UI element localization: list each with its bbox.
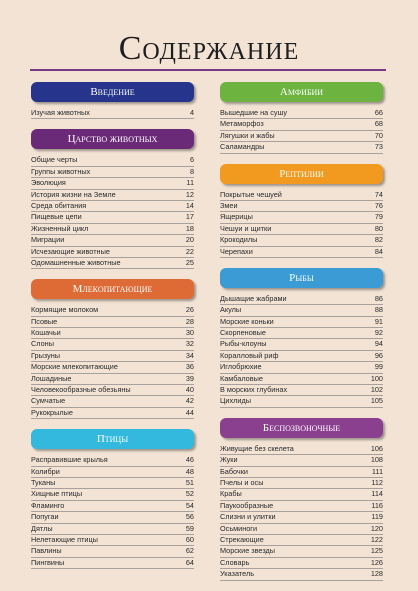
toc-entry-label: Фламинго [31,500,65,510]
toc-entry [31,558,194,569]
toc-entry [220,569,383,580]
toc-entry-label: Осьминоги [220,523,258,533]
toc-entry [220,558,383,569]
toc-entry-page: 68 [374,119,383,129]
toc-entry-page: 70 [374,130,383,140]
toc-entry-label: Жизненный цикл [31,223,89,233]
toc-entry-page: 111 [371,466,383,476]
left-column [31,82,194,579]
toc-entry-page: 42 [185,396,194,406]
toc-entry-label: Колибри [31,466,60,476]
toc-entry-page: 116 [371,500,383,510]
toc-entry-label: Покрытые чешуей [220,189,282,199]
toc-entry-label: Дышащие жабрами [220,293,287,303]
toc-entry-label: Лягушки и жабы [220,130,275,140]
section-banner: Царство животных [31,129,194,149]
toc-entry-label: Лошадиные [31,373,72,383]
toc-entry [220,362,383,373]
toc-entry [31,501,194,512]
toc-entry [31,258,194,269]
toc-entry-page: 125 [370,546,383,556]
toc-entry-page: 25 [185,257,194,267]
toc-entry-label: Жуки [220,455,238,465]
toc-entry-page: 64 [185,557,194,567]
toc-entry-label: Скорпеновые [220,328,266,338]
toc-entry [220,247,383,258]
toc-entry [31,408,194,419]
toc-entry-page: 20 [185,235,194,245]
toc-entry-page: 79 [374,212,383,222]
toc-entry-page: 52 [185,489,194,499]
toc-entry-page: 73 [374,142,383,152]
toc-entry [31,362,194,373]
toc-entry-page: 11 [186,178,194,188]
toc-entry [220,317,383,328]
toc-entry-page: 40 [185,385,194,395]
toc-entry-page: 48 [185,466,194,476]
toc-entry-label: Пчелы и осы [220,477,264,487]
toc-entry [220,235,383,246]
toc-entry [220,328,383,339]
toc-entry-page: 4 [189,107,194,117]
toc-entry-page: 17 [185,212,194,222]
section-banner: Беспозвоночные [220,418,383,438]
toc-entry-page: 51 [185,477,194,487]
toc-entry-label: Павлины [31,546,62,556]
page-title: Содержание [118,30,300,67]
toc-entry-label: Туканы [31,477,56,487]
toc-entry-label: Исчезающие животные [31,246,110,256]
toc-entry [220,190,383,201]
section-banner: Амфибии [220,82,383,102]
toc-entry-label: Среда обитания [31,200,87,210]
toc-section [220,82,383,154]
toc-entry-label: Морские коньки [220,316,274,326]
toc-entry-label: Пищевые цепи [31,212,82,222]
toc-entry-label: Грызуны [31,350,61,360]
toc-entry-page: 100 [370,373,383,383]
toc-entry-label: Цихлиды [220,396,251,406]
toc-entry-label: Бабочки [220,466,248,476]
section-banner: Млекопитающие [31,279,194,299]
toc-entry-page: 112 [371,477,383,487]
toc-entry-label: Коралловый риф [220,350,279,360]
toc-entry [220,478,383,489]
right-column [220,82,383,591]
toc-entry [31,247,194,258]
toc-entry [220,212,383,223]
toc-section [220,268,383,408]
toc-entry-label: Морские звезды [220,546,276,556]
toc-section [31,129,194,269]
toc-entry [220,224,383,235]
toc-entry-page: 91 [374,316,383,326]
toc-entry [220,535,383,546]
toc-entry-page: 120 [370,523,383,533]
toc-entry-label: Ящерицы [220,212,253,222]
toc-entry-page: 108 [370,455,383,465]
toc-entry-label: Крокодилы [220,235,258,245]
toc-entry-page: 36 [185,362,194,372]
toc-entry-page: 99 [374,362,383,372]
toc-entry-label: Изучая животных [31,107,90,117]
toc-entry [31,305,194,316]
toc-entry-page: 92 [374,328,383,338]
toc-entry-label: Рукокрылые [31,407,73,417]
toc-entry-page: 39 [185,373,194,383]
toc-entry [31,546,194,557]
toc-entry [220,131,383,142]
toc-entry-label: Эволюция [31,178,66,188]
toc-entry-label: Кошачьи [31,328,61,338]
toc-entry [31,374,194,385]
toc-entry-label: Словарь [220,557,250,567]
toc-entry-label: В морских глубинах [220,385,288,395]
toc-entry-label: Расправившие крылья [31,455,108,465]
toc-entry-label: Хищные птицы [31,489,83,499]
toc-entry-page: 34 [185,350,194,360]
toc-entry [31,524,194,535]
toc-entry-label: Камбаловые [220,373,263,383]
toc-entry [31,351,194,362]
toc-entry [31,201,194,212]
toc-entry-page: 84 [374,246,383,256]
toc-section [31,279,194,419]
toc-entry [220,546,383,557]
toc-entry-page: 6 [189,155,194,165]
toc-entry-page: 32 [185,339,194,349]
toc-entry [31,535,194,546]
toc-entry-label: Рыбы-клоуны [220,339,267,349]
toc-entry-page: 14 [185,200,194,210]
toc-entry [220,142,383,153]
toc-entry-label: Нелетающие птицы [31,534,98,544]
section-banner: Рептилии [220,164,383,184]
toc-entry-label: Змеи [220,200,238,210]
toc-entry-label: Морские млекопитающие [31,362,118,372]
toc-entry-page: 59 [185,523,194,533]
toc-entry [31,235,194,246]
toc-entry [220,201,383,212]
toc-entry [220,396,383,407]
toc-entry [220,455,383,466]
toc-section [31,429,194,569]
toc-entry-page: 96 [374,350,383,360]
toc-entry-label: Черепахи [220,246,253,256]
toc-entry-label: Группы животных [31,166,91,176]
toc-entry-page: 62 [185,546,194,556]
toc-section [31,82,194,119]
toc-entry-label: Кормящие молоком [31,305,99,315]
toc-entry-page: 102 [370,385,383,395]
toc-entry-page: 60 [185,534,194,544]
toc-entry [220,467,383,478]
toc-entry-page: 80 [374,223,383,233]
toc-entry [220,444,383,455]
toc-entry [220,108,383,119]
toc-entry [31,155,194,166]
toc-entry [31,167,194,178]
toc-entry-page: 74 [374,189,383,199]
toc-entry [31,178,194,189]
toc-entry [220,305,383,316]
toc-entry-label: Паукообразные [220,500,274,510]
toc-entry [31,328,194,339]
toc-entry [31,385,194,396]
toc-entry-label: Акулы [220,305,242,315]
toc-entry-label: Живущие без скелета [220,443,294,453]
toc-entry-label: Иглобрюхие [220,362,262,372]
toc-entry [31,467,194,478]
toc-entry [220,339,383,350]
toc-entry [31,224,194,235]
toc-entry-label: Метаморфоз [220,119,264,129]
toc-entry-label: Саламандры [220,142,265,152]
toc-entry-label: Псовые [31,316,58,326]
toc-entry-page: 82 [374,235,383,245]
toc-entry-page: 44 [185,407,194,417]
toc-entry-label: Попугаи [31,512,59,522]
toc-entry-page: 18 [185,223,194,233]
toc-entry-page: 76 [374,200,383,210]
toc-section [220,418,383,581]
toc-entry-label: Сумчатые [31,396,66,406]
toc-entry-label: Пингвины [31,557,65,567]
toc-section [220,164,383,258]
title-divider [30,69,386,71]
toc-entry [220,294,383,305]
toc-entry-label: Стрекающие [220,534,264,544]
toc-entry-page: 26 [185,305,194,315]
toc-entry-page: 22 [185,246,194,256]
toc-entry-label: Дятлы [31,523,53,533]
toc-entry-label: Слизни и улитки [220,512,276,522]
toc-entry [31,212,194,223]
toc-entry-label: Крабы [220,489,242,499]
toc-entry-page: 46 [185,455,194,465]
toc-entry-page: 88 [374,305,383,315]
toc-entry-page: 94 [374,339,383,349]
toc-entry [31,478,194,489]
toc-entry [220,524,383,535]
toc-entry [31,339,194,350]
toc-entry [220,385,383,396]
toc-entry [31,489,194,500]
section-banner: Птицы [31,429,194,449]
toc-entry [220,374,383,385]
toc-entry [220,501,383,512]
toc-entry-label: Слоны [31,339,54,349]
toc-entry-label: Вышедшие на сушу [220,107,288,117]
toc-entry-page: 122 [370,534,383,544]
toc-entry-label: Общие черты [31,155,78,165]
toc-entry [220,119,383,130]
toc-entry [31,108,194,119]
toc-entry [31,317,194,328]
toc-entry-page: 54 [185,500,194,510]
toc-entry-page: 106 [370,443,383,453]
toc-entry [220,351,383,362]
toc-entry-page: 66 [374,107,383,117]
toc-entry-page: 128 [370,569,383,579]
toc-entry-page: 126 [370,557,383,567]
toc-entry-page: 86 [374,293,383,303]
toc-entry-page: 56 [185,512,194,522]
toc-entry [220,512,383,523]
toc-entry [220,489,383,500]
toc-entry [31,190,194,201]
section-banner: Введение [31,82,194,102]
section-banner: Рыбы [220,268,383,288]
toc-entry [31,396,194,407]
toc-entry-page: 12 [185,189,194,199]
toc-entry-page: 119 [371,512,383,522]
toc-entry-label: Чешуи и щитки [220,223,272,233]
toc-entry-label: Миграции [31,235,65,245]
toc-entry [31,512,194,523]
toc-entry-page: 8 [189,166,194,176]
toc-entry-label: Человекообразные обезьяны [31,385,131,395]
toc-entry-page: 30 [185,328,194,338]
toc-entry-label: Указатель [220,569,255,579]
toc-entry-page: 105 [370,396,383,406]
toc-entry-page: 28 [185,316,194,326]
toc-entry-label: Одомашненные животные [31,257,121,267]
toc-entry-page: 114 [371,489,383,499]
toc-entry-label: История жизни на Земле [31,189,116,199]
toc-entry [31,455,194,466]
